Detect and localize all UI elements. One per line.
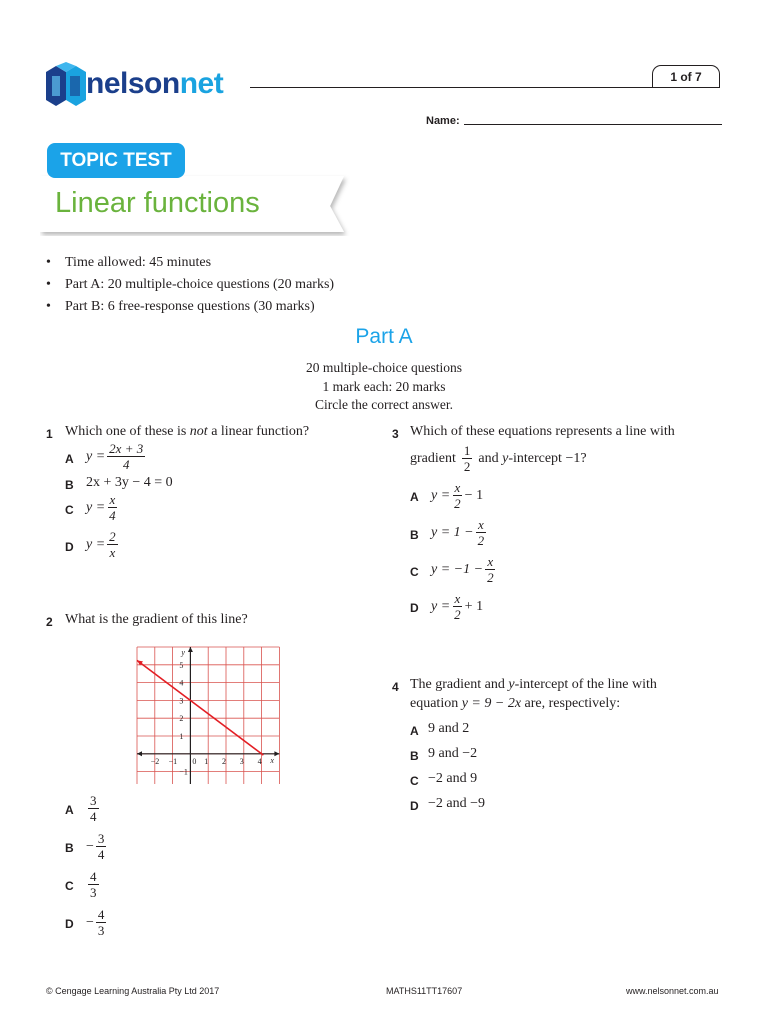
q3-option-b[interactable] <box>431 517 488 548</box>
q3-c-den: 2 <box>487 570 494 585</box>
q3-line2-a: gradient <box>410 450 456 466</box>
q2-a-den: 4 <box>90 809 97 824</box>
q1-c-lhs: y = <box>86 499 106 515</box>
q4-option-d[interactable]: −2 and −9 <box>428 796 486 811</box>
graph-line <box>137 660 263 755</box>
q4-line1-em: y <box>508 677 515 692</box>
q1-c-num: x <box>109 492 116 507</box>
q3-option-a[interactable] <box>431 480 483 511</box>
footer-url[interactable]: www.nelsonnet.com.au <box>626 986 719 996</box>
q3-a-num: x <box>454 480 461 495</box>
q3-grad-num: 1 <box>463 443 471 458</box>
q3-a-den: 2 <box>454 496 461 511</box>
q1-text <box>65 424 309 440</box>
x-axis-arrow-left <box>137 751 142 756</box>
q1-option-a-letter[interactable]: A <box>65 452 74 466</box>
q3-option-d[interactable] <box>431 591 483 622</box>
q3-b-fraction <box>476 517 487 548</box>
part-sub-1: 20 multiple-choice questions <box>306 360 462 375</box>
q2-d-sign: − <box>86 914 94 930</box>
footer-copyright: © Cengage Learning Australia Pty Ltd 2017 <box>46 986 220 996</box>
q4-option-b-letter[interactable]: B <box>410 749 419 763</box>
q1-d-fraction <box>107 529 118 560</box>
q1-number: 1 <box>46 427 53 441</box>
q4-option-b[interactable]: 9 and −2 <box>428 746 478 761</box>
q1-a-fraction <box>107 441 145 472</box>
q2-c-den: 3 <box>90 885 97 900</box>
q1-text-b: a linear function? <box>207 424 310 439</box>
q1-option-c[interactable] <box>86 492 120 523</box>
q3-d-lhs: y = <box>431 598 451 614</box>
q2-option-a-letter[interactable]: A <box>65 803 74 817</box>
x-tick-label: −2 <box>150 756 160 766</box>
q2-option-a[interactable] <box>86 793 101 824</box>
logo-wordmark <box>86 66 223 102</box>
q2-option-d-letter[interactable]: D <box>65 917 74 931</box>
q3-c-lhs: y = −1 − <box>431 561 484 577</box>
x-tick-label: −1 <box>168 756 178 766</box>
q1-text-em: not <box>189 424 208 439</box>
y-tick-label: 5 <box>179 660 184 670</box>
q2-d-num: 4 <box>97 907 105 922</box>
q3-option-d-letter[interactable]: D <box>410 601 419 615</box>
q3-a-fraction <box>452 480 463 511</box>
q4-text-line1 <box>410 677 657 693</box>
q2-c-num: 4 <box>90 869 97 884</box>
q3-b-den: 2 <box>477 533 485 548</box>
q2-option-b[interactable] <box>86 831 108 862</box>
y-tick-label: −1 <box>179 767 188 777</box>
q1-c-fraction <box>107 492 118 523</box>
y-tick-label: 3 <box>179 696 184 706</box>
q3-line2-em: y <box>502 450 509 466</box>
q1-d-lhs: y = <box>86 536 106 552</box>
q1-d-num: 2 <box>109 529 116 544</box>
info-time: • Time allowed: 45 minutes <box>46 252 334 274</box>
q4-option-c[interactable]: −2 and 9 <box>428 771 478 786</box>
footer-code: MATHS11TT17607 <box>386 986 463 996</box>
q3-d-fraction <box>452 591 463 622</box>
q3-d-den: 2 <box>454 607 461 622</box>
q4-line2-b: are, respectively: <box>521 696 621 711</box>
q1-option-b-letter[interactable]: B <box>65 478 74 492</box>
q3-d-rest: + 1 <box>464 598 484 614</box>
y-tick-label: 4 <box>179 678 184 688</box>
q3-number: 3 <box>392 427 399 441</box>
q1-option-d[interactable] <box>86 529 120 560</box>
topic-test-tab: TOPIC TEST <box>47 143 185 178</box>
x-tick-label: 3 <box>239 756 244 766</box>
q3-option-a-letter[interactable]: A <box>410 490 419 504</box>
logo-text-nelson: nelson <box>86 67 180 100</box>
q4-line1-a: The gradient and <box>410 677 509 692</box>
q1-option-b[interactable]: 2x + 3y − 4 = 0 <box>86 475 173 490</box>
q1-a-lhs: y = <box>86 448 106 464</box>
q2-option-d[interactable] <box>86 907 108 938</box>
q3-b-num: x <box>477 517 484 532</box>
q2-option-c[interactable] <box>86 869 101 900</box>
part-sub-2: 1 mark each: 20 marks <box>322 378 446 394</box>
part-title: Part A <box>355 325 413 348</box>
info-part-b: • Part B: 6 free-response questions (30 marks) <box>46 296 334 318</box>
q2-a-num: 3 <box>90 793 97 808</box>
name-line <box>464 124 722 125</box>
q4-line2-a: equation <box>410 696 462 711</box>
q4-equation: y = 9 − 2x <box>461 696 522 711</box>
q3-gradient-fraction <box>462 443 473 474</box>
q2-a-fraction <box>88 793 99 824</box>
x-tick-label: 2 <box>222 756 226 766</box>
q3-a-rest: − 1 <box>464 487 484 503</box>
q1-option-c-letter[interactable]: C <box>65 503 74 517</box>
q1-text-a: Which one of these is <box>65 424 190 439</box>
q3-line2-c: -intercept −1? <box>508 450 587 466</box>
part-sub-3: Circle the correct answer. <box>315 397 453 412</box>
q2-b-sign: − <box>86 838 94 854</box>
y-axis-label: y <box>181 648 185 657</box>
name-label: Name: <box>426 115 460 127</box>
q3-c-num: x <box>487 554 494 569</box>
y-tick-label: 2 <box>179 714 184 724</box>
x-axis-arrow <box>274 751 279 756</box>
page-title: Linear functions <box>55 187 260 219</box>
q3-grad-den: 2 <box>463 459 471 474</box>
q1-c-den: 4 <box>109 508 116 523</box>
q4-option-d-letter[interactable]: D <box>410 799 419 813</box>
origin-label: 0 <box>192 756 197 766</box>
part-instructions <box>0 359 768 415</box>
q2-b-fraction <box>96 831 107 862</box>
test-info-list <box>46 252 334 318</box>
q4-option-a[interactable]: 9 and 2 <box>428 721 470 736</box>
q1-a-num: 2x + 3 <box>109 441 144 456</box>
q3-b-lhs: y = 1 − <box>431 524 474 540</box>
q2-option-c-letter[interactable]: C <box>65 879 74 893</box>
x-tick-label: 4 <box>257 756 262 766</box>
graph-tick-labels <box>151 648 275 777</box>
q3-a-lhs: y = <box>431 487 451 503</box>
q3-c-fraction <box>485 554 496 585</box>
y-axis-arrow <box>188 647 193 652</box>
q1-option-a[interactable] <box>86 441 147 472</box>
nelsonnet-logo-icon <box>44 62 88 106</box>
q1-option-d-letter[interactable]: D <box>65 540 74 554</box>
q2-number: 2 <box>46 615 53 629</box>
header-rule <box>250 87 720 88</box>
y-tick-label: 1 <box>179 732 184 741</box>
q2-d-fraction <box>96 907 107 938</box>
q3-option-b-letter[interactable]: B <box>410 528 419 542</box>
q3-text-line1: Which of these equations represents a line with <box>410 424 675 439</box>
q3-option-c[interactable] <box>431 554 498 585</box>
q1-a-den: 4 <box>122 457 130 472</box>
x-tick-label: 1 <box>204 756 209 766</box>
page-indicator: 1 of 7 <box>652 65 720 88</box>
q2-d-den: 3 <box>97 923 105 938</box>
q2-c-fraction <box>88 869 99 900</box>
q2-graph <box>134 644 284 784</box>
x-axis-label: x <box>270 755 274 765</box>
info-part-a: • Part A: 20 multiple-choice questions (20 marks) <box>46 274 334 296</box>
logo-text-net: net <box>179 67 224 100</box>
q2-text: What is the gradient of this line? <box>65 612 248 627</box>
q4-line1-b: -intercept of the line with <box>514 677 657 692</box>
q3-d-num: x <box>454 591 461 606</box>
q2-b-den: 4 <box>97 847 105 862</box>
q3-option-c-letter[interactable]: C <box>410 565 419 579</box>
q1-d-den: x <box>109 545 116 560</box>
q4-text-line2 <box>410 696 620 712</box>
q4-option-c-letter[interactable]: C <box>410 774 419 788</box>
q3-text-line2 <box>410 443 587 474</box>
q4-option-a-letter[interactable]: A <box>410 724 419 738</box>
q2-b-num: 3 <box>97 831 105 846</box>
q2-option-b-letter[interactable]: B <box>65 841 74 855</box>
q3-line2-b: and <box>478 450 499 466</box>
q4-number: 4 <box>392 680 399 694</box>
